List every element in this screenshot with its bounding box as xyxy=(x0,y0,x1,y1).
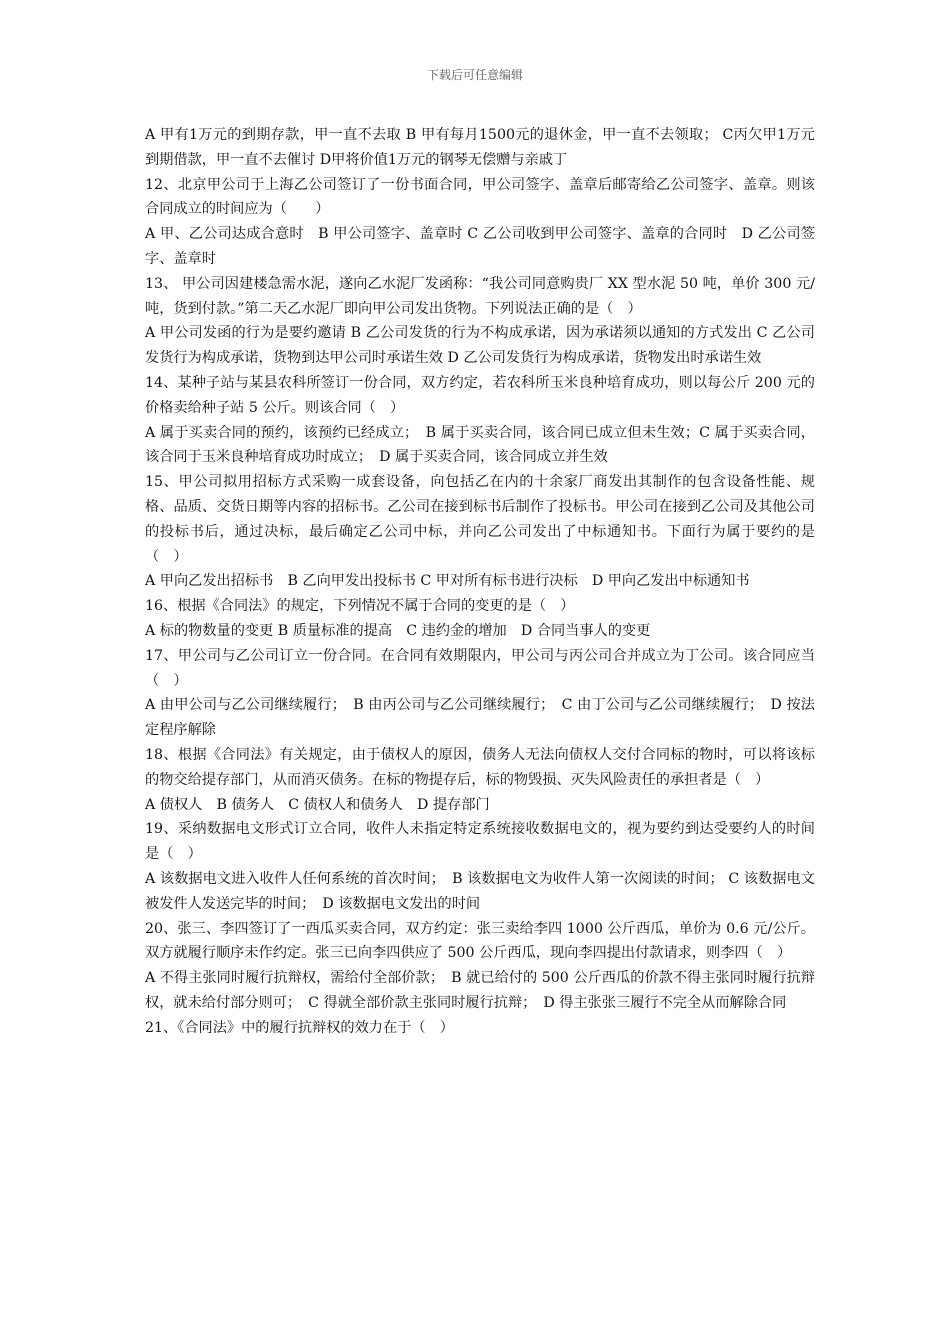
question-21: 21、《合同法》中的履行抗辩权的效力在于（ ） xyxy=(145,1019,454,1036)
page-header-note: 下载后可任意编辑 xyxy=(426,68,523,82)
option-line-11: A 甲有1万元的到期存款，甲一直不去取 B 甲有每月1500元的退休金，甲一直不去领取； C丙欠甲1万元到期借款，甲一直不去催讨 D甲将价值1万元的钢琴无偿赠与亲戚丁 xyxy=(145,127,815,168)
question-19: 19、采纳数据电文形式订立合同，收件人未指定特定系统接收数据电文的，视为要约到达受要约人的时间是（ ） xyxy=(145,821,815,863)
options-19: A 该数据电文进入收件人任何系统的首次时间； B 该数据电文为收件人第一次阅读的时间； C 该数据电文被发件人发送完毕的时间； D 该数据电文发出的时间 xyxy=(145,870,815,912)
document-body xyxy=(145,123,815,1040)
question-14: 14、某种子站与某县农科所签订一份合同，双方约定，若农科所玉米良种培育成功，则以每公斤 200 元的价格卖给种子站 5 公斤。则该合同（ ） xyxy=(145,374,815,416)
options-13: A 甲公司发函的行为是要约邀请 B 乙公司发货的行为不构成承诺，因为承诺须以通知的方式发出 C 乙公司发货行为构成承诺，货物到达甲公司时承诺生效 D 乙公司发货行为构成承诺，货物发出时承诺生效 xyxy=(145,325,815,367)
question-18: 18、根据《合同法》有关规定，由于债权人的原因，债务人无法向债权人交付合同标的物时，可以将该标的物交给提存部门，从而消灭债务。在标的物提存后，标的物毁损、灭失风险责任的承担者是（ ） xyxy=(145,746,815,788)
question-16: 16、根据《合同法》的规定，下列情况不属于合同的变更的是（ ） xyxy=(145,598,575,615)
options-16: A 标的物数量的变更 B 质量标准的提高 C 违约金的增加 D 合同当事人的变更 xyxy=(145,622,651,639)
question-17: 17、甲公司与乙公司订立一份合同。在合同有效期限内，甲公司与丙公司合并成立为丁公司。该合同应当（ ） xyxy=(145,647,815,689)
question-12: 12、北京甲公司于上海乙公司签订了一份书面合同，甲公司签字、盖章后邮寄给乙公司签字、盖章。则该合同成立的时间应为（ ） xyxy=(145,176,815,218)
options-20: A 不得主张同时履行抗辩权，需给付全部价款； B 就已给付的 500 公斤西瓜的价款不得主张同时履行抗辩权，就未给付部分则可； C 得就全部价款主张同时履行抗辩； D 得主张张三履行不完全从而解除合同 xyxy=(145,970,815,1011)
options-18: A 债权人 B 债务人 C 债权人和债务人 D 提存部门 xyxy=(145,796,490,813)
options-12: A 甲、乙公司达成合意时 B 甲公司签字、盖章时 C 乙公司收到甲公司签字、盖章的合同时 D 乙公司签字、盖章时 xyxy=(145,226,815,267)
question-13: 13、 甲公司因建楼急需水泥，遂向乙水泥厂发函称：“我公司同意购贵厂 XX 型水泥 50 吨，单价 300 元/吨，货到付款。”第二天乙水泥厂即向甲公司发出货物。下列说法正确的是（ ） xyxy=(145,275,815,317)
question-20: 20、张三、李四签订了一西瓜买卖合同，双方约定：张三卖给李四 1000 公斤西瓜，单价为 0.6 元/公斤。双方就履行顺序未作约定。张三已向李四供应了 500 公斤西瓜，现向李四提出付款请求，则李四（ ） xyxy=(145,920,815,962)
question-15: 15、甲公司拟用招标方式采购一成套设备，向包括乙在内的十余家厂商发出其制作的包含设备性能、规格、品质、交货日期等内容的招标书。乙公司在接到标书后制作了投标书。甲公司在接到乙公司及其他公司的投标书后，通过决标，最后确定乙公司中标，并向乙公司发出了中标通知书。下面行为属于要约的是（ ） xyxy=(145,474,815,565)
options-17: A 由甲公司与乙公司继续履行； B 由丙公司与乙公司继续履行； C 由丁公司与乙公司继续履行； D 按法定程序解除 xyxy=(145,697,815,739)
options-15: A 甲向乙发出招标书 B 乙向甲发出投标书 C 甲对所有标书进行决标 D 甲向乙发出中标通知书 xyxy=(145,573,750,590)
options-14: A 属于买卖合同的预约，该预约已经成立； B 属于买卖合同，该合同已成立但未生效；C 属于买卖合同，该合同于玉米良种培育成功时成立； D 属于买卖合同，该合同成立并生效 xyxy=(145,424,815,466)
